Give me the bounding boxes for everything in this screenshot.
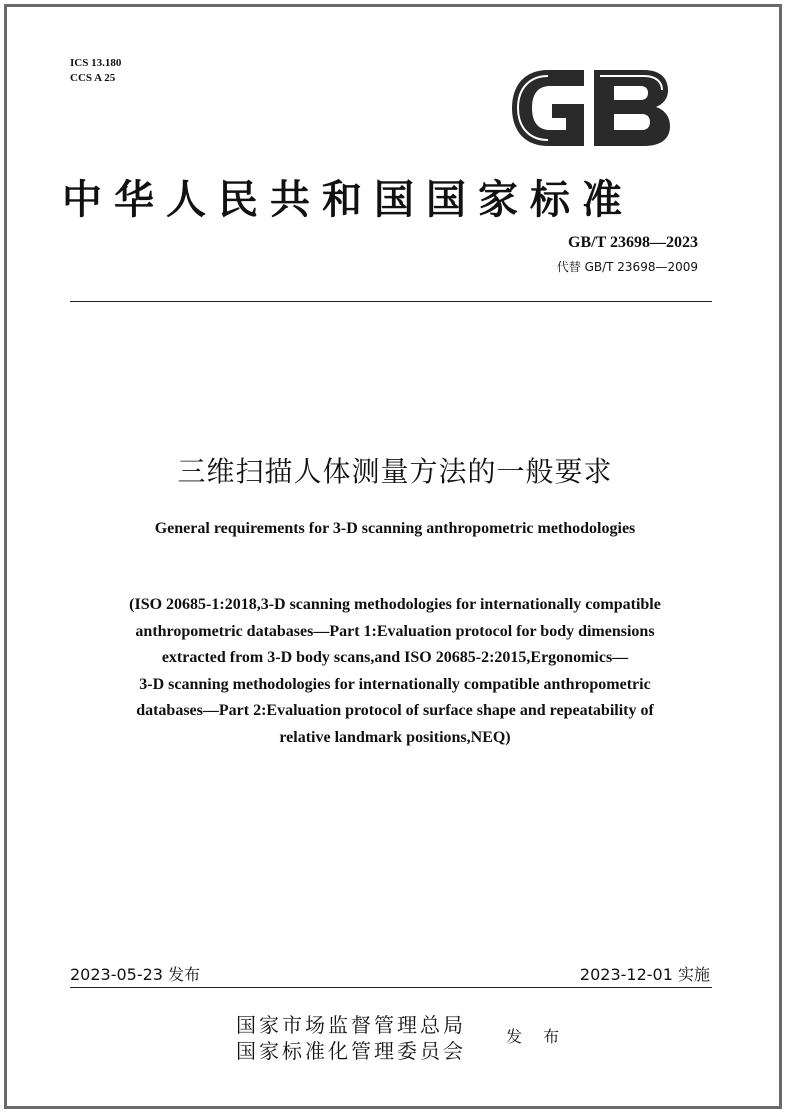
gb-logo [508, 66, 672, 150]
adoption-line: anthropometric databases—Part 1:Evaluation protocol for body dimensions [135, 622, 655, 640]
issuer-samr: 国家市场监督管理总局 [236, 1013, 466, 1037]
adoption-line: 3-D scanning methodologies for internationally compatible anthropometric [139, 675, 651, 693]
header-rule [70, 301, 712, 302]
ccs-code: CCS A 25 [70, 72, 116, 84]
classification-codes [70, 56, 121, 86]
adoption-line: relative landmark positions,NEQ) [279, 728, 511, 746]
adoption-statement [70, 592, 720, 751]
adoption-line: extracted from 3-D body scans,and ISO 20685-2:2015,Ergonomics— [161, 649, 629, 666]
issuer-sac: 国家标准化管理委员会 [236, 1039, 466, 1063]
issue-date: 2023-05-23 发布 [70, 965, 201, 984]
footer-rule [70, 987, 712, 988]
ics-code: ICS 13.180 [70, 57, 122, 69]
document-title-zh: 三维扫描人体测量方法的一般要求 [177, 455, 613, 488]
adoption-line: (ISO 20685-1:2018,3-D scanning methodologies for internationally compatible [129, 596, 661, 613]
replaces-standard: 代替 GB/T 23698—2009 [556, 260, 698, 274]
implementation-date: 2023-12-01 实施 [579, 965, 710, 984]
issuing-authorities [236, 1012, 466, 1064]
publish-label: 发 布 [506, 1027, 568, 1046]
national-standard-title: 中华人民共和国国家标准 [62, 177, 634, 223]
document-title-en: General requirements for 3-D scanning anthropometric methodologies [154, 520, 636, 537]
adoption-line: databases—Part 2:Evaluation protocol of surface shape and repeatability of [136, 702, 654, 719]
standard-number: GB/T 23698—2023 [568, 234, 698, 251]
